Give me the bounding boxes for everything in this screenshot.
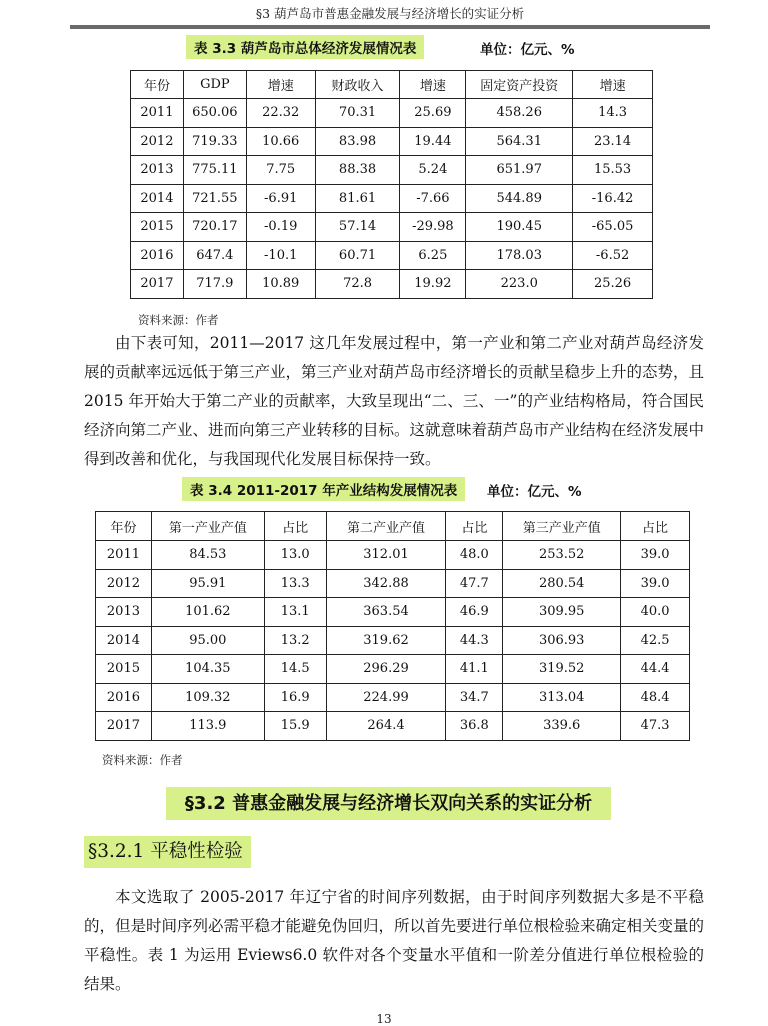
value-cell: 253.52 <box>503 541 621 570</box>
value-cell: 19.92 <box>400 270 466 299</box>
table-row <box>131 213 653 242</box>
value-cell: 46.9 <box>446 598 503 627</box>
value-cell: 19.44 <box>400 127 466 156</box>
value-cell: 720.17 <box>183 213 246 242</box>
table33-col-header: 增速 <box>573 71 653 99</box>
value-cell: -6.52 <box>573 241 653 270</box>
table-row <box>131 127 653 156</box>
subsection-title: §3.2.1 平稳性检验 <box>84 836 251 868</box>
value-cell: 39.0 <box>621 541 690 570</box>
value-cell: 5.24 <box>400 156 466 185</box>
value-cell: 721.55 <box>183 184 246 213</box>
year-cell: 2012 <box>96 569 152 598</box>
table33-col-header: 增速 <box>400 71 466 99</box>
table-row <box>131 156 653 185</box>
value-cell: 84.53 <box>151 541 264 570</box>
value-cell: -10.1 <box>246 241 315 270</box>
value-cell: 36.8 <box>446 712 503 741</box>
table34-col-header: 第二产业产值 <box>326 512 446 541</box>
value-cell: 109.32 <box>151 683 264 712</box>
year-cell: 2015 <box>131 213 184 242</box>
running-head: §3 葫芦岛市普惠金融发展与经济增长的实证分析 <box>255 6 525 21</box>
value-cell: 14.3 <box>573 99 653 128</box>
table34-col-header: 年份 <box>96 512 152 541</box>
value-cell: 363.54 <box>326 598 446 627</box>
table34-caption-row <box>182 477 465 501</box>
table-row <box>131 270 653 299</box>
year-cell: 2015 <box>96 655 152 684</box>
value-cell: 41.1 <box>446 655 503 684</box>
value-cell: 47.7 <box>446 569 503 598</box>
value-cell: 88.38 <box>315 156 400 185</box>
value-cell: 319.52 <box>503 655 621 684</box>
value-cell: 312.01 <box>326 541 446 570</box>
header-rule <box>70 25 710 29</box>
table33-col-header: 增速 <box>246 71 315 99</box>
value-cell: 44.3 <box>446 626 503 655</box>
value-cell: 178.03 <box>466 241 573 270</box>
table-row <box>96 712 690 741</box>
table33-col-header: 年份 <box>131 71 184 99</box>
table-row <box>96 569 690 598</box>
value-cell: 81.61 <box>315 184 400 213</box>
value-cell: 34.7 <box>446 683 503 712</box>
value-cell: 319.62 <box>326 626 446 655</box>
value-cell: 306.93 <box>503 626 621 655</box>
value-cell: 775.11 <box>183 156 246 185</box>
value-cell: -65.05 <box>573 213 653 242</box>
value-cell: 25.26 <box>573 270 653 299</box>
value-cell: 717.9 <box>183 270 246 299</box>
value-cell: 13.1 <box>264 598 326 627</box>
value-cell: 264.4 <box>326 712 446 741</box>
table34-col-header: 占比 <box>264 512 326 541</box>
value-cell: 16.9 <box>264 683 326 712</box>
value-cell: 95.00 <box>151 626 264 655</box>
value-cell: 309.95 <box>503 598 621 627</box>
value-cell: 104.35 <box>151 655 264 684</box>
value-cell: 48.0 <box>446 541 503 570</box>
value-cell: 564.31 <box>466 127 573 156</box>
value-cell: 22.32 <box>246 99 315 128</box>
table33-header-row <box>131 71 653 99</box>
value-cell: 44.4 <box>621 655 690 684</box>
value-cell: 47.3 <box>621 712 690 741</box>
value-cell: 23.14 <box>573 127 653 156</box>
table34-source: 资料来源：作者 <box>102 753 183 767</box>
value-cell: 296.29 <box>326 655 446 684</box>
value-cell: 101.62 <box>151 598 264 627</box>
value-cell: -16.42 <box>573 184 653 213</box>
table33-col-header: 财政收入 <box>315 71 400 99</box>
body-paragraph-1: 由下表可知，2011—2017 这几年发展过程中，第一产业和第二产业对葫芦岛经济发展的贡献率远远低于第三产业，第三产业对葫芦岛市经济增长的贡献呈稳步上升的态势，且 2015 年开始大于第二产业的贡献率，大致呈现出“二、三、一”的产业结构格局，符合国民经济向第二产业、进而向第三产业转移的目标。这就意味着葫芦岛市产业结构在经济发展中得到改善和优化，与我国现代化发展目标保持一致。 <box>84 334 705 468</box>
value-cell: 10.89 <box>246 270 315 299</box>
value-cell: 280.54 <box>503 569 621 598</box>
value-cell: -0.19 <box>246 213 315 242</box>
value-cell: 647.4 <box>183 241 246 270</box>
table-row <box>96 655 690 684</box>
value-cell: 339.6 <box>503 712 621 741</box>
value-cell: 651.97 <box>466 156 573 185</box>
value-cell: 13.3 <box>264 569 326 598</box>
table-row <box>96 541 690 570</box>
value-cell: -7.66 <box>400 184 466 213</box>
table34-col-header: 第一产业产值 <box>151 512 264 541</box>
year-cell: 2013 <box>96 598 152 627</box>
year-cell: 2014 <box>131 184 184 213</box>
year-cell: 2011 <box>131 99 184 128</box>
table33-source: 资料来源：作者 <box>138 313 219 327</box>
value-cell: 83.98 <box>315 127 400 156</box>
value-cell: 57.14 <box>315 213 400 242</box>
table33 <box>130 70 653 299</box>
value-cell: 544.89 <box>466 184 573 213</box>
table33-col-header: 固定资产投资 <box>466 71 573 99</box>
table34-col-header: 占比 <box>446 512 503 541</box>
year-cell: 2017 <box>96 712 152 741</box>
value-cell: 40.0 <box>621 598 690 627</box>
table-row <box>131 184 653 213</box>
table34-col-header: 占比 <box>621 512 690 541</box>
table-row <box>96 626 690 655</box>
table-row <box>96 683 690 712</box>
body-paragraph-2: 本文选取了 2005-2017 年辽宁省的时间序列数据，由于时间序列数据大多是不平稳的，但是时间序列必需平稳才能避免伪回归，所以首先要进行单位根检验来确定相关变量的平稳性。表 1 为运用 Eviews6.0 软件对各个变量水平值和一阶差分值进行单位根检验的结果。 <box>84 888 705 993</box>
value-cell: 224.99 <box>326 683 446 712</box>
value-cell: 113.9 <box>151 712 264 741</box>
value-cell: 48.4 <box>621 683 690 712</box>
year-cell: 2013 <box>131 156 184 185</box>
value-cell: -29.98 <box>400 213 466 242</box>
table34-col-header: 第三产业产值 <box>503 512 621 541</box>
year-cell: 2017 <box>131 270 184 299</box>
value-cell: 650.06 <box>183 99 246 128</box>
value-cell: 70.31 <box>315 99 400 128</box>
value-cell: 13.0 <box>264 541 326 570</box>
value-cell: 6.25 <box>400 241 466 270</box>
table34 <box>95 511 690 741</box>
value-cell: 223.0 <box>466 270 573 299</box>
value-cell: 42.5 <box>621 626 690 655</box>
table34-header-row <box>96 512 690 541</box>
value-cell: 15.9 <box>264 712 326 741</box>
value-cell: 15.53 <box>573 156 653 185</box>
year-cell: 2016 <box>131 241 184 270</box>
table-row <box>96 598 690 627</box>
value-cell: 7.75 <box>246 156 315 185</box>
table33-caption: 表 3.3 葫芦岛市总体经济发展情况表 <box>186 35 424 59</box>
value-cell: 458.26 <box>466 99 573 128</box>
table33-col-header: GDP <box>183 71 246 99</box>
value-cell: 25.69 <box>400 99 466 128</box>
value-cell: 72.8 <box>315 270 400 299</box>
year-cell: 2011 <box>96 541 152 570</box>
table33-unit: 单位：亿元、% <box>480 42 575 58</box>
section-title: §3.2 普惠金融发展与经济增长双向关系的实证分析 <box>166 787 611 820</box>
value-cell: 95.91 <box>151 569 264 598</box>
year-cell: 2012 <box>131 127 184 156</box>
year-cell: 2014 <box>96 626 152 655</box>
table33-caption-row <box>186 35 424 59</box>
table34-unit: 单位：亿元、% <box>487 484 582 500</box>
table-row <box>131 99 653 128</box>
value-cell: 14.5 <box>264 655 326 684</box>
value-cell: 190.45 <box>466 213 573 242</box>
value-cell: 719.33 <box>183 127 246 156</box>
value-cell: 39.0 <box>621 569 690 598</box>
value-cell: -6.91 <box>246 184 315 213</box>
year-cell: 2016 <box>96 683 152 712</box>
table-row <box>131 241 653 270</box>
value-cell: 60.71 <box>315 241 400 270</box>
value-cell: 313.04 <box>503 683 621 712</box>
value-cell: 342.88 <box>326 569 446 598</box>
table34-caption: 表 3.4 2011-2017 年产业结构发展情况表 <box>182 477 465 501</box>
value-cell: 13.2 <box>264 626 326 655</box>
page-number: 13 <box>376 1012 392 1026</box>
value-cell: 10.66 <box>246 127 315 156</box>
